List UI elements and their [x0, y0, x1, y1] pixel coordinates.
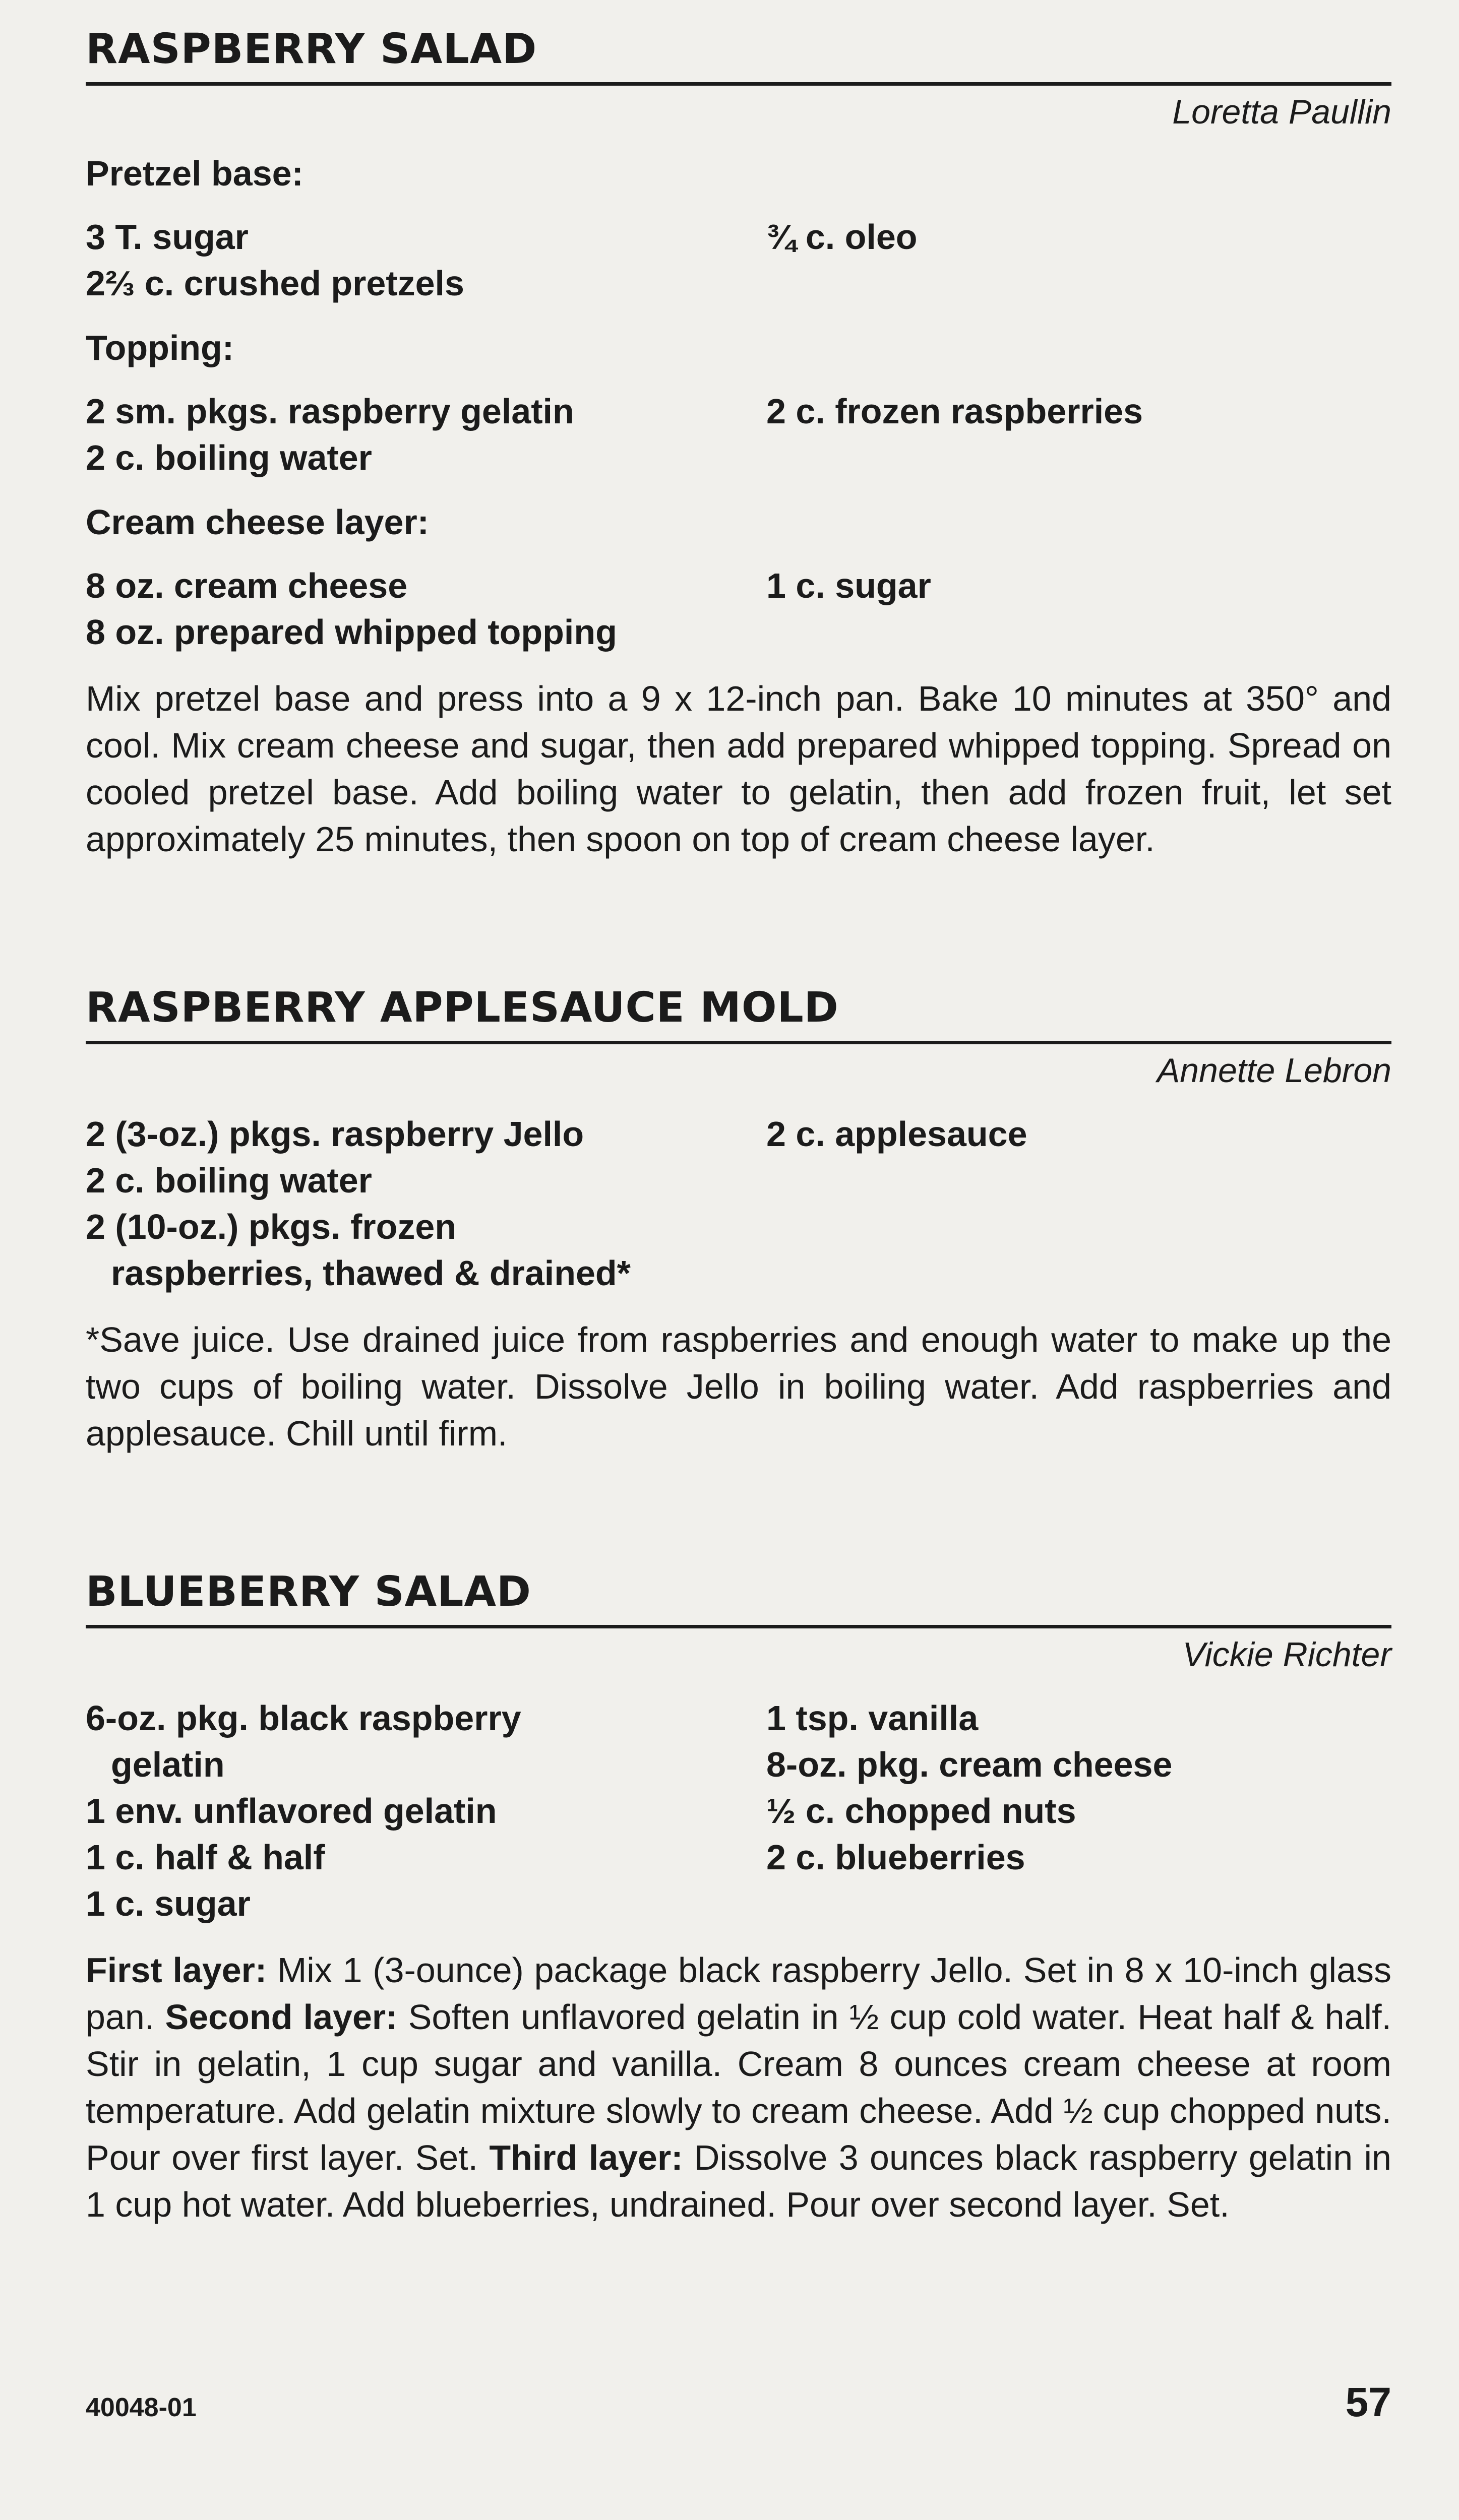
ingredient-column-right [766, 388, 1391, 481]
recipe-author: Vickie Richter [1182, 1635, 1391, 1674]
ingredient: 6-oz. pkg. black raspberry [86, 1698, 521, 1738]
ingredient-column-left [86, 214, 766, 306]
recipe-raspberry-salad [86, 20, 1391, 863]
recipe-title: RASPBERRY APPLESAUCE MOLD [86, 979, 1391, 1044]
page-number: 57 [1345, 2379, 1391, 2425]
book-code: 40048-01 [86, 2393, 197, 2422]
recipe-directions [86, 1947, 1391, 2228]
recipe-directions: Mix pretzel base and press into a 9 x 12-inch pan. Bake 10 minutes at 350° and cool. Mix cream cheese and sugar, then add prepared whipped topping. Spread on cooled pretzel base. Add boiling water to gelatin, then add frozen fruit, let set approximately 25 minutes, then spoon on top of cream cheese layer. [86, 679, 1391, 859]
second-layer-label: Second layer: [165, 1997, 398, 2037]
ingredient: 2 c. frozen raspberries [766, 392, 1143, 431]
third-layer-label: Third layer: [489, 2138, 683, 2177]
ingredient-list [86, 562, 1391, 655]
ingredient-column-right [766, 562, 1391, 655]
recipe-title: RASPBERRY SALAD [86, 20, 1391, 86]
section-label: Pretzel base: [86, 154, 303, 193]
ingredient-column-left [86, 388, 766, 481]
ingredient: 8 oz. prepared whipped topping [86, 612, 617, 652]
second-layer-text: Soften unflavored gelatin in ½ cup cold water. Heat half & half. Stir in gelatin, 1 cup sugar and vanilla. Cream 8 ounces cream cheese at room temperature. Add gelatin mixture slowly to cream cheese. Add ½ cup chopped nuts. Pour over first layer. Set. [86, 1997, 1391, 2177]
ingredient: 1 tsp. vanilla [766, 1698, 979, 1738]
section-label: Cream cheese layer: [86, 502, 429, 542]
recipe-author: Loretta Paullin [1172, 93, 1391, 131]
first-layer-text: Mix 1 (3-ounce) package black raspberry Jello. Set in 8 x 10-inch glass pan. [86, 1950, 1391, 2037]
ingredient: 8 oz. cream cheese [86, 566, 408, 605]
page-footer [86, 2379, 1391, 2426]
recipe-title: BLUEBERRY SALAD [86, 1563, 1391, 1628]
ingredient: 2 (10-oz.) pkgs. frozen [86, 1207, 457, 1246]
ingredient-list [86, 214, 1391, 306]
ingredient: ¾ c. oleo [766, 217, 918, 257]
third-layer-text: Dissolve 3 ounces black raspberry gelatin in 1 cup hot water. Add blueberries, undrained. Pour over second layer. Set. [86, 2138, 1391, 2224]
page-content [86, 20, 1391, 2228]
ingredient-column-left [86, 1111, 766, 1296]
ingredient: 2 sm. pkgs. raspberry gelatin [86, 392, 574, 431]
recipe-raspberry-applesauce-mold [86, 979, 1391, 1457]
ingredient-continuation: raspberries, thawed & drained* [111, 1253, 631, 1293]
ingredient: 1 c. half & half [86, 1838, 325, 1877]
ingredient: 2⅔ c. crushed pretzels [86, 264, 464, 303]
recipe-author: Annette Lebron [1157, 1051, 1391, 1090]
ingredient-column-left [86, 1695, 766, 1927]
ingredient-column-right [766, 214, 1391, 306]
first-layer-label: First layer: [86, 1950, 267, 1990]
recipe-directions: *Save juice. Use drained juice from raspberries and enough water to make up the two cups of boiling water. Dissolve Jello in boiling water. Add raspberries and applesauce. Chill until firm. [86, 1320, 1391, 1453]
ingredient: 3 T. sugar [86, 217, 249, 257]
ingredient: 2 c. boiling water [86, 1161, 372, 1200]
ingredient-list [86, 1111, 1391, 1296]
ingredient: 1 c. sugar [86, 1884, 251, 1923]
ingredient: 1 c. sugar [766, 566, 931, 605]
ingredient: 2 c. applesauce [766, 1114, 1027, 1154]
ingredient: 2 c. blueberries [766, 1838, 1025, 1877]
ingredient: 2 c. boiling water [86, 438, 372, 477]
section-label: Topping: [86, 328, 234, 367]
ingredient-column-left [86, 562, 766, 655]
ingredient-column-right [766, 1695, 1391, 1927]
ingredient: 8-oz. pkg. cream cheese [766, 1745, 1173, 1784]
recipe-blueberry-salad [86, 1563, 1391, 2228]
ingredient-column-right [766, 1111, 1391, 1296]
ingredient: 2 (3-oz.) pkgs. raspberry Jello [86, 1114, 584, 1154]
ingredient: ½ c. chopped nuts [766, 1791, 1076, 1831]
ingredient: 1 env. unflavored gelatin [86, 1791, 497, 1831]
ingredient-list [86, 1695, 1391, 1927]
ingredient-continuation: gelatin [111, 1745, 225, 1784]
ingredient-list [86, 388, 1391, 481]
